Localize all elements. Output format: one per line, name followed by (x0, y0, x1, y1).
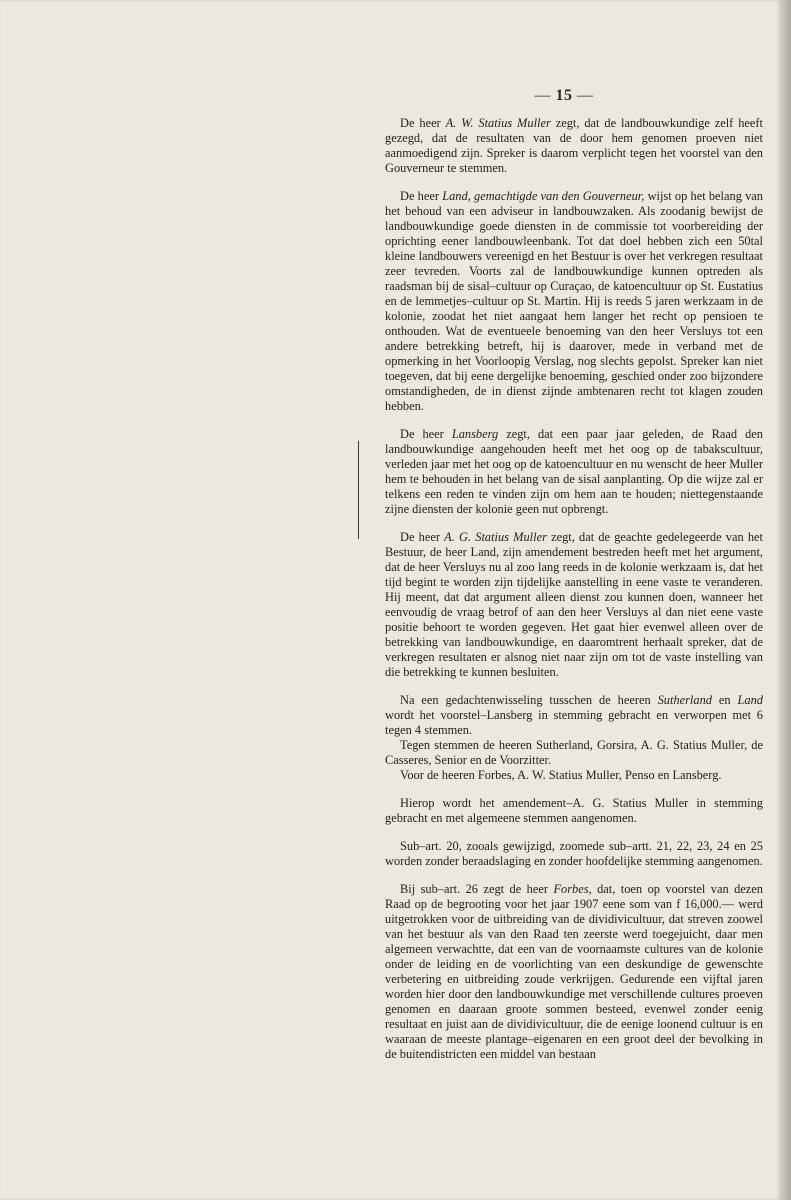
text-run: De heer (400, 530, 445, 544)
text-run: wijst op het belang van het behoud van een adviseur in landbouwzaken. Als zoodanig bewijst de landbouwkundige goede diensten in de commissie tot voorbereiding der oprichting eener landbouwleenbank. Tot dat doel hebben zich een 50tal kleine landbouwers vereenigd en het Bestuur is over het verkregen resultaat zeer tevreden. Voorts zal de landbouwkundige kunnen optreden als raadsman bij de sisal–cultuur op Curaçao, de katoencultuur op St. Eustatius en de lemmetjes–cultuur op St. Martin. Hij is reeds 5 jaren werkzaam in de kolonie, zoodat het niet aangaat hem langer het recht op pensioen te onthouden. Wat de eventueele benoeming van den heer Versluys tot een andere betrekking betreft, hij is daarover, mede in verband met de opmerking in het Voorloopig Verslag, nog slechts gepolst. Spreker kan niet toegeven, dat bij eene dergelijke benoeming, geschied onder zoo bijzondere omstandigheden, de in dienst zijnde ambtenaren recht tot klagen zouden hebben. (385, 189, 763, 413)
italic-name: Land, gemachtigde van den Gouverneur, (442, 189, 645, 203)
text-run: Bij sub–art. 26 zegt de heer (400, 882, 554, 896)
text-run: De heer (400, 427, 452, 441)
text-run: Voor de heeren Forbes, A. W. Statius Muller, Penso en Lansberg. (400, 768, 722, 782)
paragraph (385, 116, 763, 176)
italic-name: Lansberg (451, 427, 499, 441)
italic-name: Land (737, 693, 763, 707)
text-run: Tegen stemmen de heeren Sutherland, Gorsira, A. G. Statius Muller, de Casseres, Senior en de Voorzitter. (385, 738, 763, 767)
text-run: zegt, dat de landbouwkundige zelf heeft gezegd, dat de resultaten van de door hem genomen proeven niet aanmoedigend zijn. Spreker is daarom verplicht tegen het voorstel van den Gouverneur te stemmen. (385, 116, 763, 175)
text-column (385, 116, 763, 1062)
text-run: zegt, dat een paar jaar geleden, de Raad den landbouwkundige aangehouden heeft met het oog op de tabakscultuur, verleden jaar met het oog op de katoencultuur en nu wenscht de heer Muller hem te behouden in het belang van de sisal aanplanting. Op die wijze zal er telkens een reden te vinden zijn om hem aan te houden; niettegenstaande zijne diensten der kolonie geen nut opbrengt. (385, 427, 763, 516)
text-run: De heer (400, 189, 443, 203)
paragraph (385, 839, 763, 869)
italic-name: Forbes (553, 882, 589, 896)
italic-name: A. W. Statius Muller (445, 116, 551, 130)
paragraph (385, 796, 763, 826)
paragraph (385, 189, 763, 414)
text-run: en (711, 693, 738, 707)
italic-name: Sutherland (657, 693, 712, 707)
text-run: Hierop wordt het amendement–A. G. Statius Muller in stemming gebracht en met algemeene stemmen aangenomen. (385, 796, 763, 825)
text-run: , dat, toen op voorstel van dezen Raad op de begrooting voor het jaar 1907 eene som van f 16,000.— werd uitgetrokken voor de uitbreiding van de dividivicultuur, dat streven zoowel van het bestuur als van den Raad ten zeerste werd toegejuicht, daar men algemeen verwachtte, dat een van de voornaamste cultures van de kolonie onder de leiding en de voorlichting van een deskundige de gewenschte verbetering en uitbreiding zoude verkrijgen. Gedurende een vijftal jaren worden hier door den landbouwkundige met verschillende cultures proeven genomen en daaraan groote sommen besteed, evenwel zonder eenig resultaat en juist aan de dividivicultuur, die de eenige loonend cultuur is en waaraan de meeste plantage–eigenaren en een groot deel der bevolking in de buitendistricten een middel van bestaan (385, 882, 763, 1061)
paragraph (385, 738, 763, 768)
text-run: wordt het voorstel–Lansberg in stemming gebracht en verworpen met 6 tegen 4 stemmen. (385, 708, 763, 737)
page-number: — 15 — (534, 87, 594, 104)
text-run: Na een gedachtenwisseling tusschen de heeren (400, 693, 658, 707)
page-edge (781, 0, 791, 1200)
text-run: De heer (400, 116, 446, 130)
paragraph (385, 882, 763, 1062)
paragraph (385, 427, 763, 517)
text-run: Sub–art. 20, zooals gewijzigd, zoomede sub–artt. 21, 22, 23, 24 en 25 worden zonder beraadslaging en zonder hoofdelijke stemming aangenomen. (385, 839, 763, 868)
italic-name: A. G. Statius Muller (444, 530, 547, 544)
paragraph (385, 530, 763, 680)
margin-mark (358, 441, 359, 539)
text-run: zegt, dat de geachte gedelegeerde van het Bestuur, de heer Land, zijn amendement bestreden heeft met het argument, dat de heer Versluys nu al zoo lang reeds in de kolonie werkzaam is, dat het tijd begint te worden zijn tijdelijke aanstelling in eene vaste te veranderen. Hij meent, dat dat argument alleen dienst zou kunnen doen, wanneer het eenvoudig de vraag betrof of aan den heer Versluys al dan niet eene vaste positie behoort te worden gegeven. Het gaat hier evenwel alleen over de betrekking van landbouwkundige, en daaromtrent herhaalt spreker, dat de verkregen resultaten er alsnog niet naar zijn om tot de vaste instelling van die betrekking te kunnen besluiten. (385, 530, 764, 679)
paragraph (385, 768, 763, 783)
paragraph (385, 693, 763, 738)
